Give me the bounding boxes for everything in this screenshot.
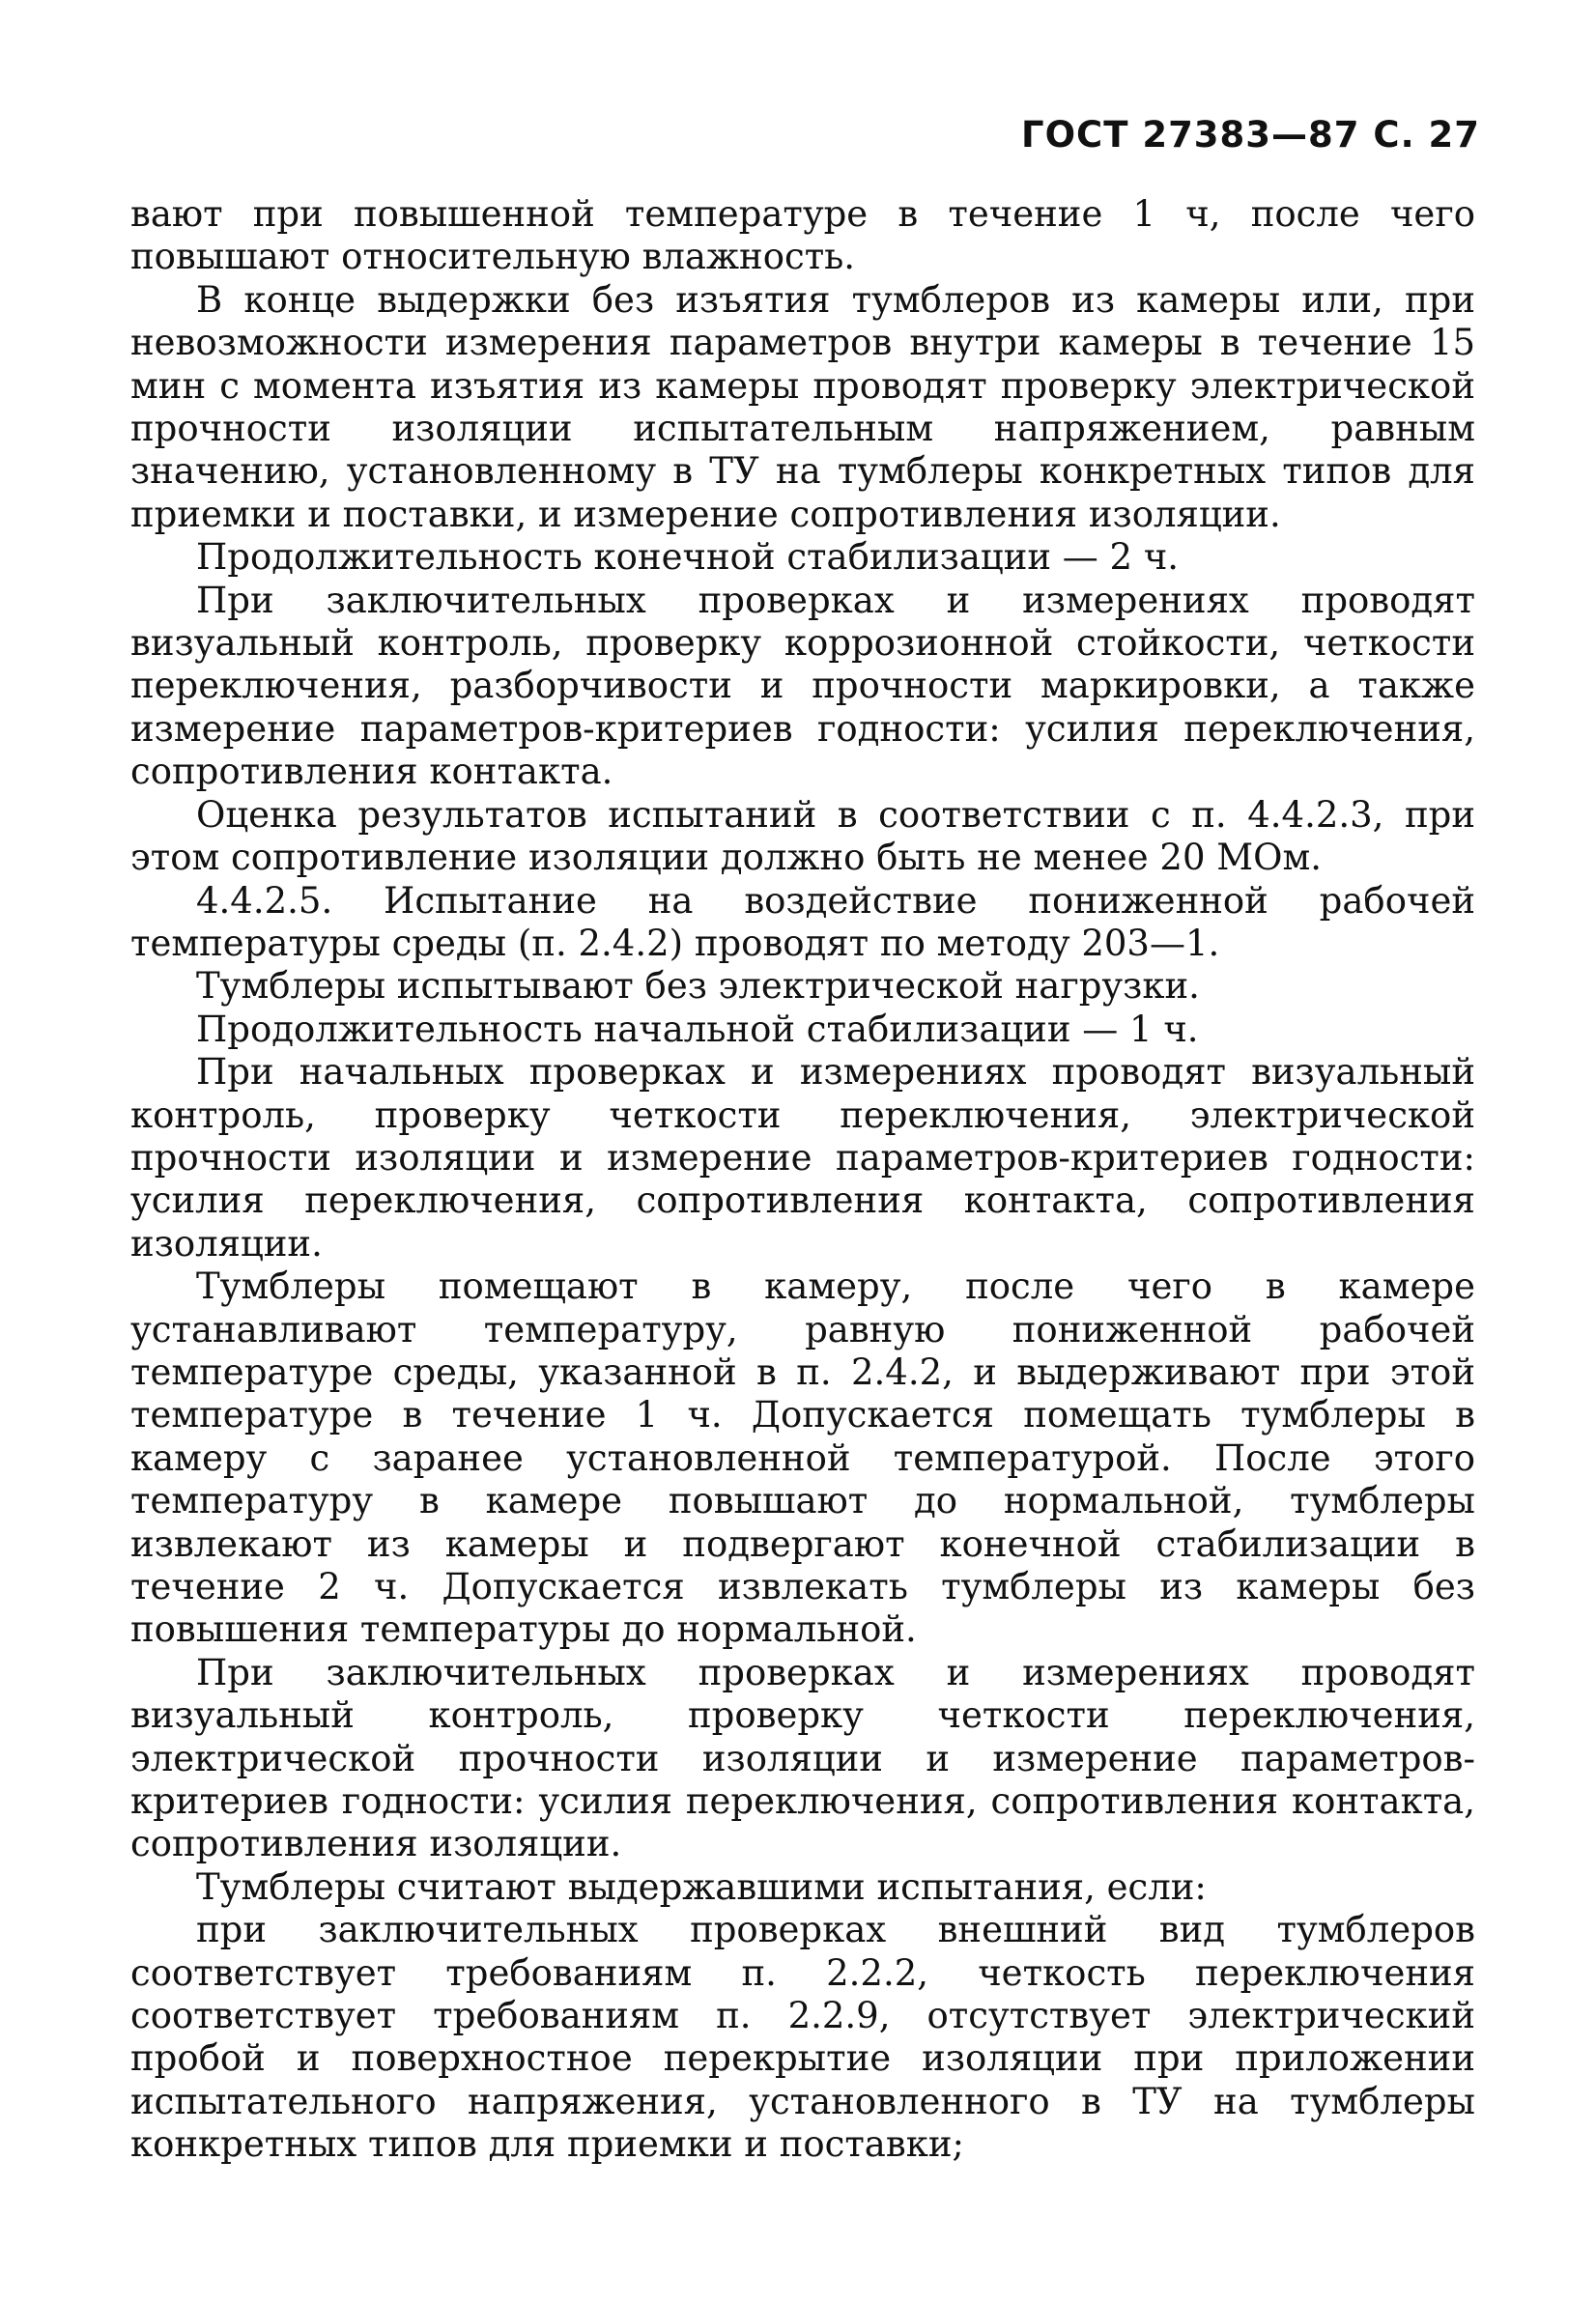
paragraph: В конце выдержки без изъятия тумблеров из камеры или, при невозможности измерения параметров внутри камеры в течение 15 мин с момента изъятия из камеры проводят проверку электрической прочности изоляции испытательным напряжением, равным значению, установленному в ТУ на тумблеры конкретных типов для приемки и поставки, и измерение сопротивления изоляции.	[130, 278, 1475, 535]
paragraph-continuation: вают при повышенной температуре в течение 1 ч, после чего повышают относительную влажность.	[130, 193, 1475, 278]
page-header: ГОСТ 27383—87 С. 27	[1021, 114, 1480, 156]
paragraph: Продолжительность конечной стабилизации — 2 ч.	[196, 536, 1180, 579]
paragraph: Тумблеры испытывают без электрической нагрузки.	[196, 965, 1200, 1008]
list-item: при заключительных проверках внешний вид тумблеров соответствует требованиям п. 2.2.2, четкость переключения соответствует требованиям п. 2.2.9, отсутствует электрический пробой и поверхностное перекрытие изоляции при приложении испытательного напряжения, установленного в ТУ на тумблеры конкретных типов для приемки и поставки;	[130, 1909, 1475, 2166]
paragraph: При заключительных проверках и измерениях проводят визуальный контроль, проверку четкости переключения, электрической прочности изоляции и измерение параметров-критериев годности: усилия переключения, сопротивления контакта, сопротивления изоляции.	[130, 1651, 1475, 1865]
section-paragraph-4-4-2-5: 4.4.2.5. Испытание на воздействие пониженной рабочей температуры среды (п. 2.4.2) проводят по методу 203—1.	[130, 879, 1475, 964]
paragraph: Тумблеры считают выдержавшими испытания, если:	[196, 1865, 1207, 1908]
paragraph: Тумблеры помещают в камеру, после чего в камере устанавливают температуру, равную пониженной рабочей температуре среды, указанной в п. 2.4.2, и выдерживают при этой температуре в течение 1 ч. Допускается помещать тумблеры в камеру с заранее установленной температурой. После этого температуру в камере повышают до нормальной, тумблеры извлекают из камеры и подвергают конечной стабилизации в течение 2 ч. Допускается извлекать тумблеры из камеры без повышения температуры до нормальной.	[130, 1265, 1475, 1651]
document-body	[130, 193, 1475, 2167]
paragraph: Продолжительность начальной стабилизации — 1 ч.	[196, 1008, 1199, 1050]
paragraph: При заключительных проверках и измерениях проводят визуальный контроль, проверку коррозионной стойкости, четкости переключения, разборчивости и прочности маркировки, а также измерение параметров-критериев годности: усилия переключения, сопротивления контакта.	[130, 579, 1475, 793]
paragraph: Оценка результатов испытаний в соответствии с п. 4.4.2.3, при этом сопротивление изоляции должно быть не менее 20 МОм.	[130, 793, 1475, 879]
paragraph: При начальных проверках и измерениях проводят визуальный контроль, проверку четкости переключения, электрической прочности изоляции и измерение параметров-критериев годности: усилия переключения, сопротивления контакта, сопротивления изоляции.	[130, 1051, 1475, 1265]
